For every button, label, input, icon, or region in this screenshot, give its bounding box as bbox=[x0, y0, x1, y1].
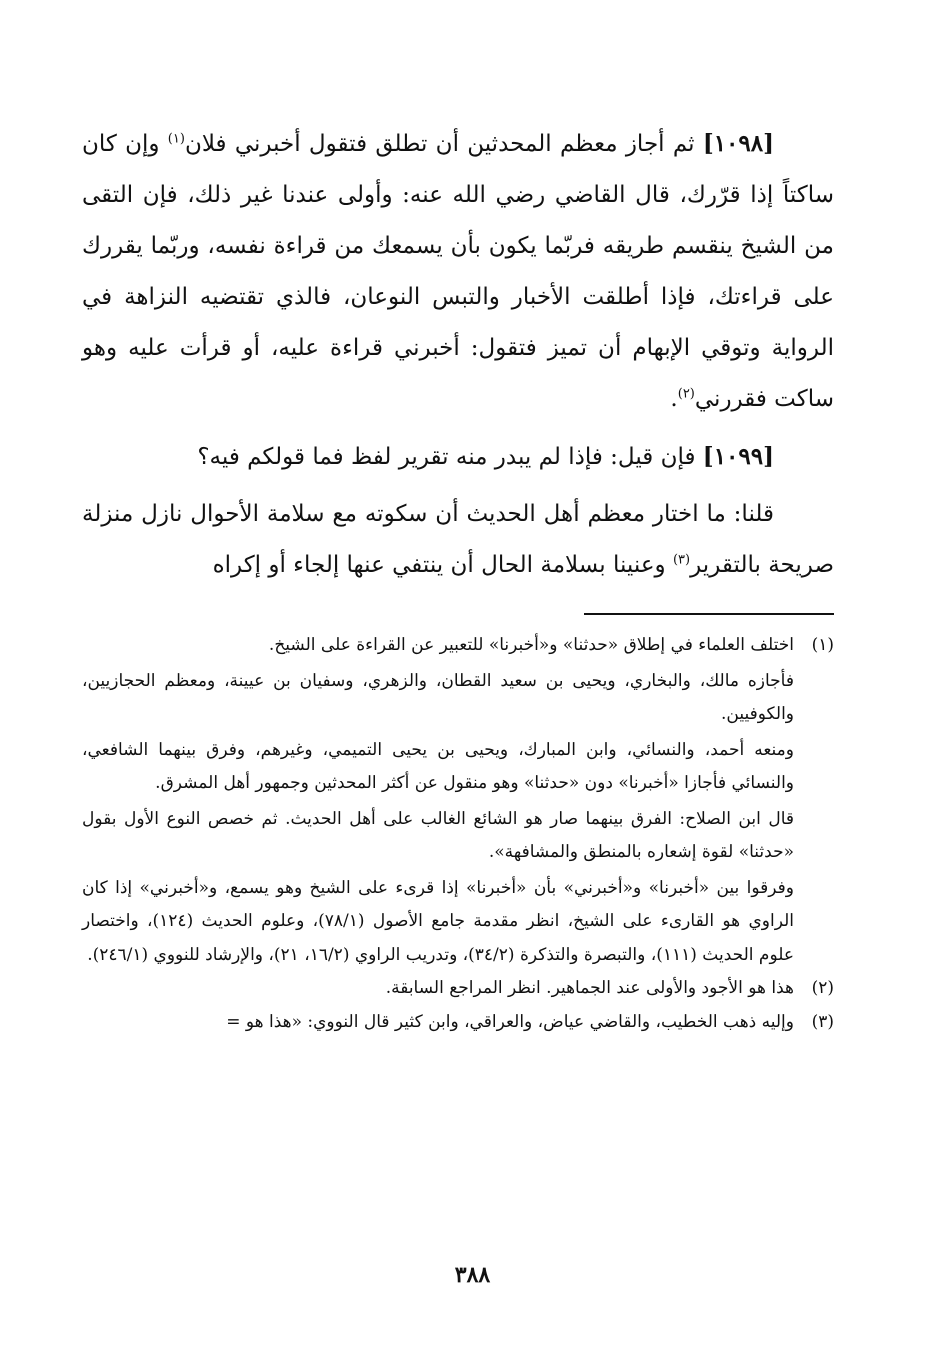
paragraph-1098: [١٠٩٨] ثم أجاز معظم المحدثين أن تطلق فتقول أخبرني فلان$^{(١)}$ وإن كان ساكتاً إذا قرّرك، قال القاضي رضي الله عنه: وأولى عندنا غير ذلك، فإن التقى من الشيخ ينقسم طريقه فربّما يكون بأن يسمعك من قراءة نفسه، وربّما يقررك على قراءتك، فإذا أطلقت الأخبار والتبس النوعان، فالذي تقتضيه النزاهة في الرواية وتوقي الإبهام أن تميز فتقول: أخبرني قراءة عليه، أو قرأت عليه وهو ساكت فقررني$^{(٢)}$. bbox=[82, 130, 834, 412]
footnote-mark: (١) bbox=[811, 635, 834, 655]
footnote-text: اختلف العلماء في إطلاق «حدثنا» و«أخبرنا» للتعبير عن القراءة على الشيخ. bbox=[268, 635, 794, 655]
footnote-ref[interactable]: (١) bbox=[167, 131, 185, 147]
footnote-text: قال ابن الصلاح: الفرق بينهما صار هو الشائع الغالب على أهل الحديث. ثم خصص النوع الأول بقول «حدثنا» لقوة إشعاره بالمنطق والمشافهة». bbox=[82, 808, 794, 862]
footnote-3 bbox=[82, 1006, 834, 1040]
footnote-1 bbox=[82, 629, 834, 972]
footnote-divider bbox=[584, 613, 834, 615]
footnote-text: فأجازه مالك، والبخاري، ويحيى بن سعيد القطان، والزهري، وسفيان بن عيينة، ومعظم الحجازيين، والكوفيين. bbox=[82, 670, 794, 724]
paragraph-1099: [١٠٩٩] فإن قيل: فإذا لم يبدر منه تقرير لفظ فما قولكم فيه؟ bbox=[197, 443, 774, 470]
footnote-2 bbox=[82, 972, 834, 1006]
footnote-text: وفرقوا بين «أخبرنا» و«أخبرني» بأن «أخبرنا» إذا قرىء على الشيخ وهو يسمع، و«أخبرني» إذا كان الراوي هو القارىء على الشيخ، انظر مقدمة جامع الأصول (٧٨/١)، وعلوم الحديث (١٢٤)، واختصار علوم الحديث (١١١)، والتبصرة والتذكرة (٣٤/٢)، وتدريب الراوي (١٦/٢، ٢١)، والإرشاد للنووي (٢٤٦/١). bbox=[82, 877, 794, 965]
paragraph-number: [١٠٩٨] bbox=[702, 130, 775, 157]
footnote-text: ومنعه أحمد، والنسائي، وابن المبارك، ويحيى بن يحيى التميمي، وغيرهم، وفرق بينهما الشافعي، والنسائي فأجازا «أخبرنا» دون «حدثنا» وهو منقول عن أكثر المحدثين وجمهور أهل المشرق. bbox=[82, 739, 794, 793]
paragraph-number: [١٠٩٩] bbox=[702, 443, 774, 470]
footnote-mark: (٢) bbox=[811, 978, 834, 998]
page-content bbox=[82, 118, 834, 1039]
footnote-ref[interactable]: (٢) bbox=[677, 386, 695, 402]
footnote-text: وإليه ذهب الخطيب، والقاضي عياض، والعراقي، وابن كثير قال النووي: «هذا هو = bbox=[226, 1011, 794, 1032]
page-number: ٣٨٨ bbox=[454, 1262, 491, 1288]
paragraph-answer: قلنا: ما اختار معظم أهل الحديث أن سكوته مع سلامة الأحوال نازل منزلة صريحة بالتقرير$^{(٣)}$ وعنينا بسلامة الحال أن ينتفي عنها إلجاء أو إكراه bbox=[82, 501, 834, 578]
footnotes bbox=[82, 629, 834, 1039]
footnote-text: هذا هو الأجود والأولى عند الجماهير. انظر المراجع السابقة. bbox=[385, 978, 794, 998]
footnote-mark: (٣) bbox=[811, 1011, 834, 1032]
main-text bbox=[82, 118, 834, 591]
footnote-ref[interactable]: (٣) bbox=[672, 552, 691, 568]
